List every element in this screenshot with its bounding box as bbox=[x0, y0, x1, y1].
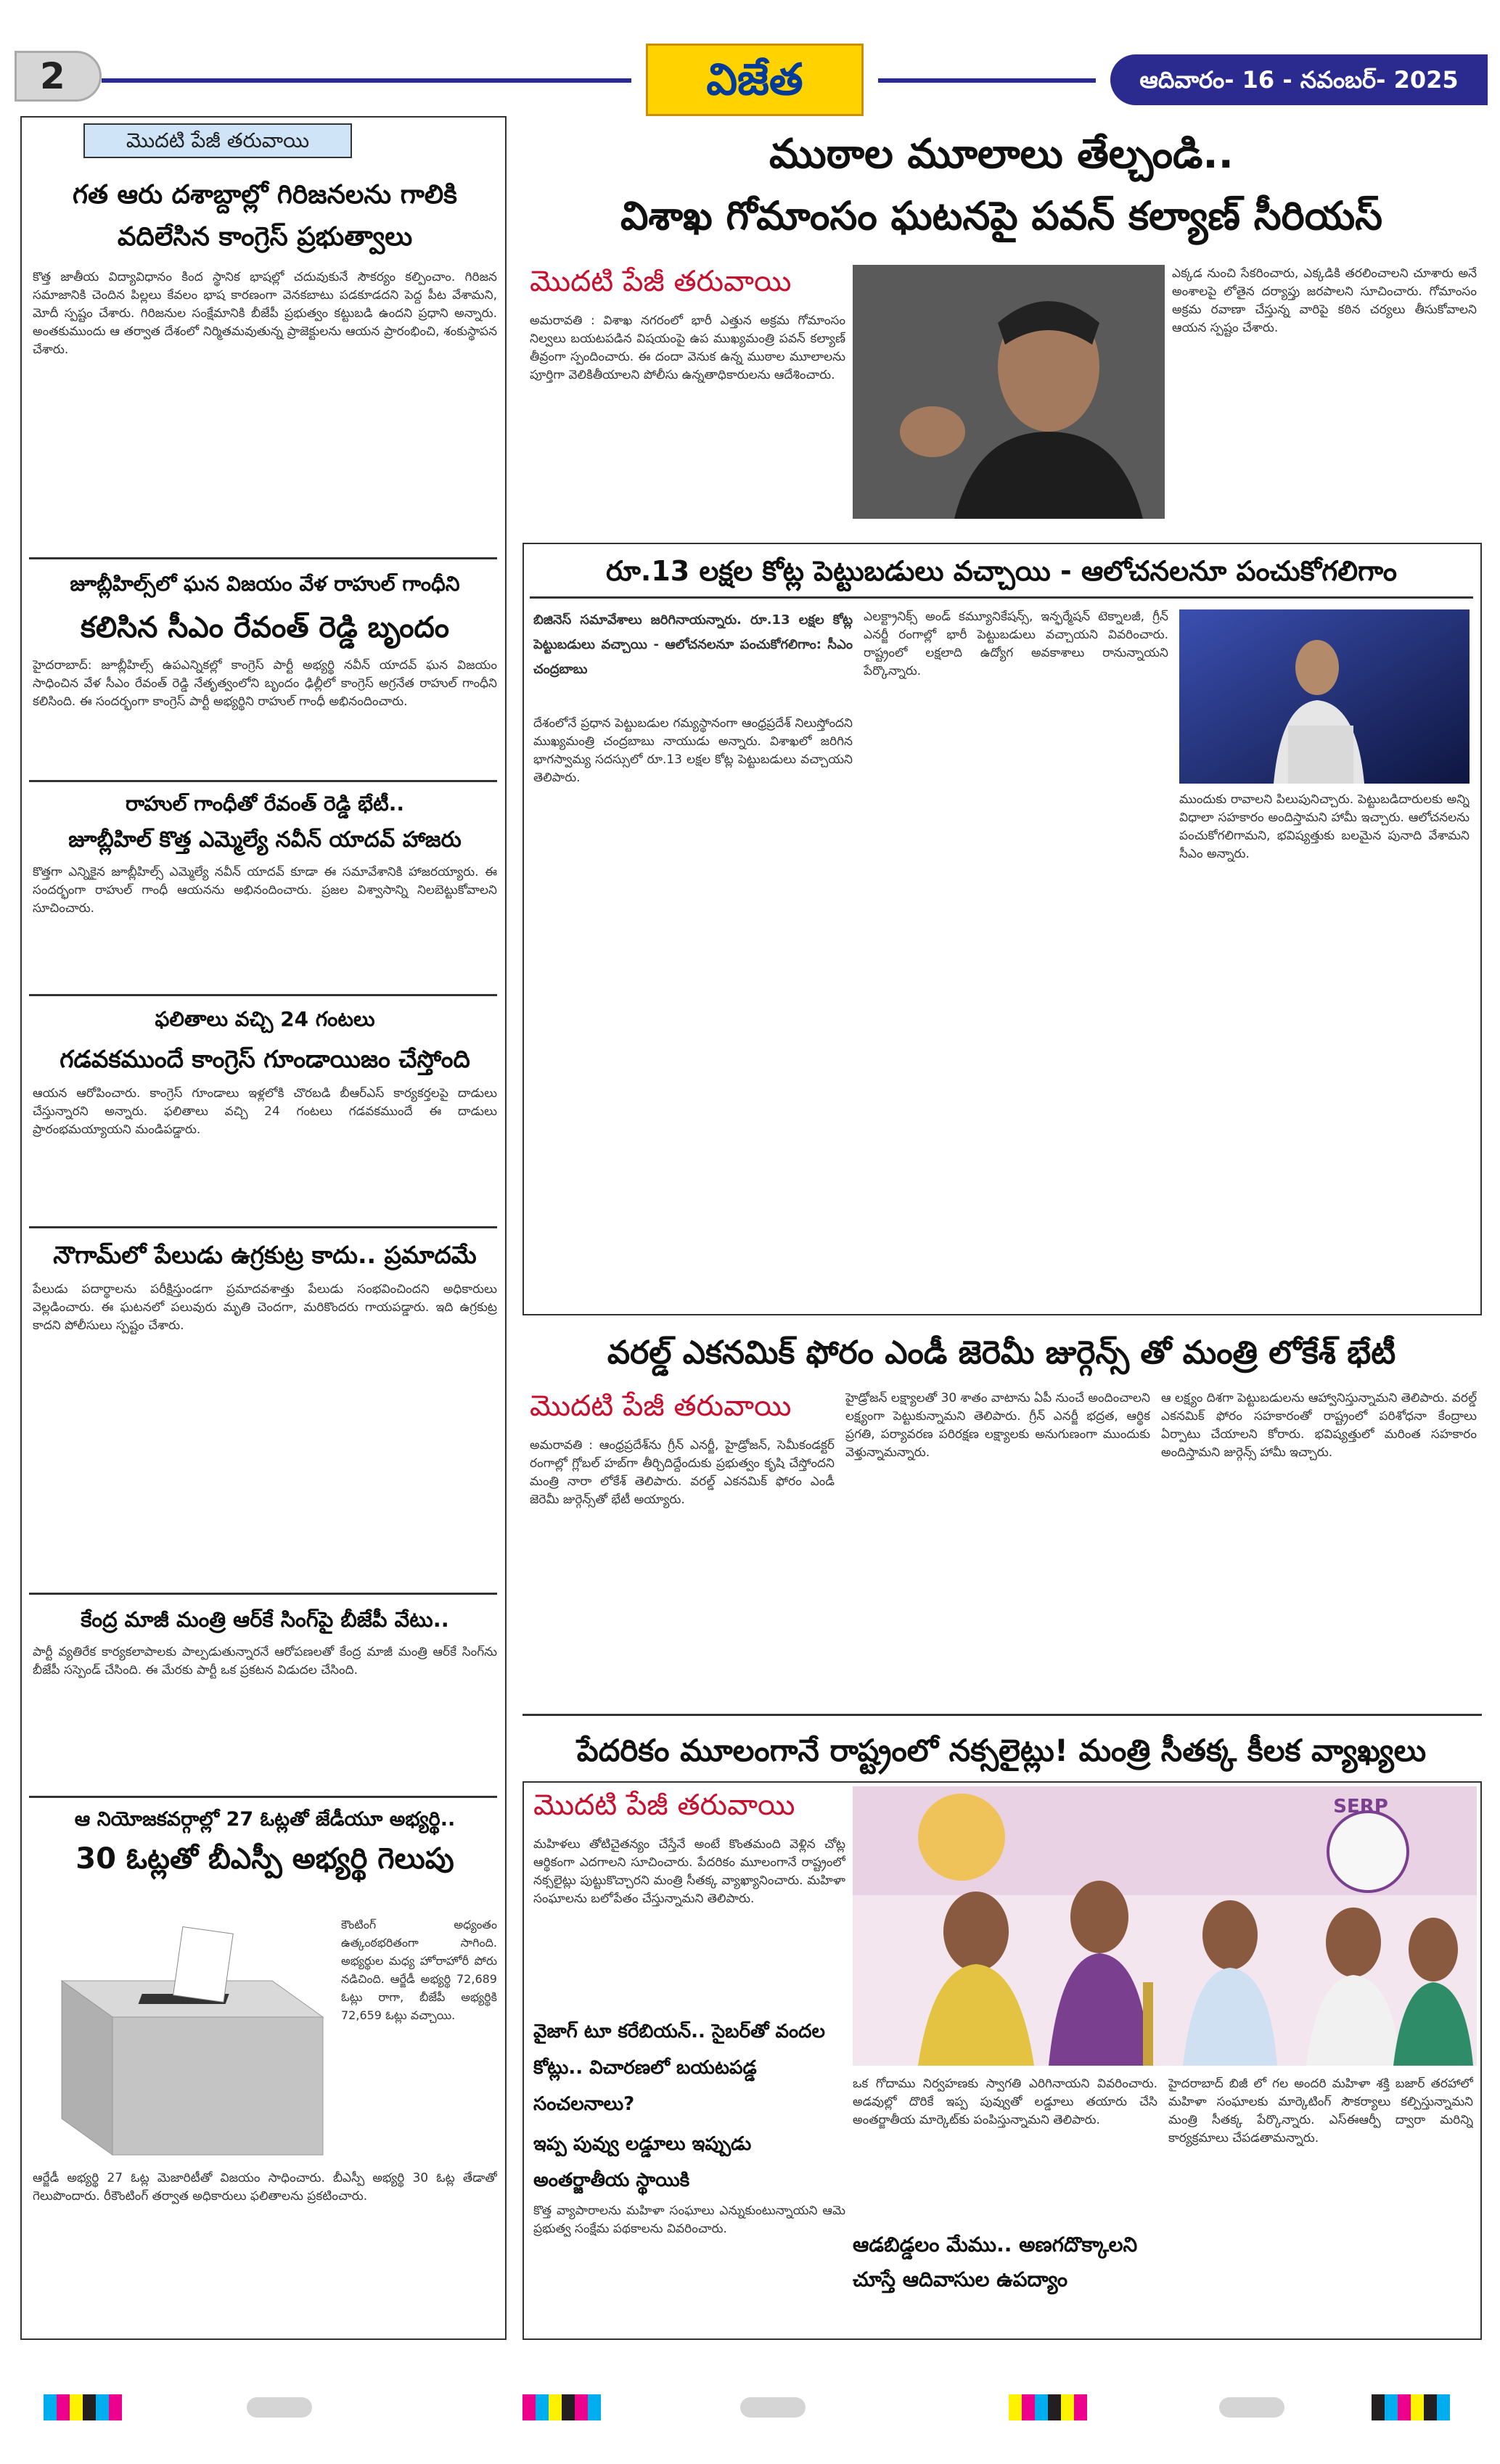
forum-column-3: ఆ లక్ష్యం దిశగా పెట్టుబడులను ఆహ్వానిస్తున్నామని తెలిపారు. వరల్డ్ ఎకనమిక్ ఫోరం సహకారంతో రాష్ట్రంలో పరిశోధనా కేంద్రాలు ఏర్పాటు చేయాలని కోరారు. భవిష్యత్తులో మరింత సహకారం అందిస్తామని జుర్గెన్స్ హామీ ఇచ్చారు. bbox=[1161, 1391, 1477, 1460]
forum-continued-tag: మొదటి పేజీ తరువాయి bbox=[530, 1389, 792, 1423]
chandrababu-photo bbox=[1179, 609, 1470, 784]
registration-oval bbox=[740, 2397, 806, 2418]
story2-kicker: జూబ్లీహిల్స్‌లో ఘన విజయం వేళ రాహుల్ గాంధీని bbox=[70, 572, 460, 596]
divider bbox=[29, 1226, 497, 1228]
registration-swatches-3 bbox=[1009, 2394, 1110, 2420]
divider bbox=[522, 1714, 1482, 1716]
story4-kicker: ఫలితాలు వచ్చి 24 గంటలు bbox=[155, 1007, 375, 1031]
story3-kicker: రాహుల్ గాంధీతో రేవంత్ రెడ్డి భేటీ.. bbox=[125, 792, 404, 816]
story7-side-text: కౌంటింగ్ అధ్యంతం ఉత్కంఠభరితంగా సాగింది. అభ్యర్థుల మధ్య హోరాహోరీ పోరు నడిచింది. ఆర్జేడీ అభ్యర్థి 72,689 ఓట్లు రాగా, బీజేపీ అభ్యర్థికి 72,659 ఓట్లు వచ్చాయి. bbox=[341, 1918, 497, 2022]
lead-headline-line1: ముఠాల మూలాలు తేల్చండి.. bbox=[769, 131, 1234, 178]
divider bbox=[29, 557, 497, 559]
header-rule-left bbox=[102, 78, 631, 83]
lead-column-2: ఎక్కడ నుంచి సేకరించారు, ఎక్కడికి తరలించాలని చూశారు అనే అంశాలపై లోతైన దర్యాప్తు జరపాలని సూచించారు. గోమాంసం అక్రమ రవాణా చేస్తున్న వారిపై కఠిన చర్యలు తీసుకోవాలని ఆయన స్పష్టం చేశారు. bbox=[1172, 266, 1477, 335]
seethakka-column-3: హైదరాబాద్ బిజీ లో గల అందరి మహిళా శక్తి బజార్ తరహాలో మహిళా సంఘాలకు మార్కెటింగ్ సౌకర్యాలు కల్పిస్తున్నామని మంత్రి సీతక్క పేర్కొన్నారు. ఎస్ఈఆర్పీ ద్వారా మరిన్ని కార్యక్రమాలు చేపడతామన్నారు. bbox=[1168, 2077, 1473, 2145]
story7-title: 30 ఓట్లతో బీఎస్పీ అభ్యర్థి గెలుపు bbox=[75, 1842, 454, 1876]
serp-banner-text: SERP bbox=[1333, 1796, 1388, 1818]
forum-column-1: అమరావతి : ఆంధ్రప్రదేశ్‌ను గ్రీన్ ఎనర్జీ, హైడ్రోజన్, సెమీకండక్టర్ రంగాల్లో గ్లోబల్ హబ్‌గా తీర్చిదిద్దేందుకు ప్రభుత్వం కృషి చేస్తోందని మంత్రి నారా లోకేశ్ తెలిపారు. వరల్డ్ ఎకనమిక్ ఫోరం ఎండీ జెరెమీ జుర్గెన్స్‌తో భేటీ అయ్యారు. bbox=[530, 1438, 835, 1507]
registration-swatches-1 bbox=[44, 2394, 145, 2420]
date-line: ఆదివారం- 16 - నవంబర్- 2025 bbox=[1110, 54, 1488, 105]
continued-tag: మొదటి పేజీ తరువాయి bbox=[83, 123, 352, 158]
story3-title: జూబ్లీహిల్ కొత్త ఎమ్మెల్యే నవీన్ యాదవ్ హాజరు bbox=[68, 827, 462, 853]
seethakka-column-1b: కొత్త వ్యాపారాలను మహిళా సంఘాలు ఎన్నుకుంటున్నాయని ఆమె ప్రభుత్వ సంక్షేమ పథకాలను వివరించారు. bbox=[533, 2204, 845, 2236]
divider bbox=[29, 1796, 497, 1798]
invest-column-3: ముందుకు రావాలని పిలుపునిచ్చారు. పెట్టుబడిదారులకు అన్ని విధాలా సహకారం అందిస్తామని హామీ ఇచ్చారు. ఆలోచనలను పంచుకోగలిగామని, భవిష్యత్తుకు బలమైన పునాది వేశామని సీఎం అన్నారు. bbox=[1179, 792, 1470, 861]
story3-body: కొత్తగా ఎన్నికైన జూబ్లీహిల్స్ ఎమ్మెల్యే నవీన్ యాదవ్ కూడా ఈ సమావేశానికి హాజరయ్యారు. ఈ సందర్భంగా రాహుల్ గాంధీ ఆయనను అభినందించారు. ప్రజల విశ్వాసాన్ని నిలబెట్టుకోవాలని సూచించారు. bbox=[33, 865, 497, 916]
header-rule-right bbox=[878, 78, 1096, 83]
invest-column-1: దేశంలోనే ప్రధాన పెట్టుబడుల గమ్యస్థానంగా ఆంధ్రప్రదేశ్ నిలుస్తోందని ముఖ్యమంత్రి చంద్రబాబు నాయుడు అన్నారు. విశాఖలో జరిగిన భాగస్వామ్య సదస్సులో రూ.13 లక్షల కోట్ల పెట్టుబడులు వచ్చాయని తెలిపారు. bbox=[533, 716, 853, 785]
lead-headline-line2: విశాఖ గోమాంసం ఘటనపై పవన్ కల్యాణ్ సీరియస్ bbox=[620, 193, 1383, 239]
seethakka-column-1: మహిళలు తోటిచైతన్యం చేస్తేనే అంటే కొంతమంది వెళ్లిన చోట్ల ఆర్థికంగా ఎదగాలని సూచించారు. పేదరికం మూలంగానే రాష్ట్రంలో నక్సలైట్లు పుట్టుకొచ్చారని మంత్రి సీతక్క వ్యాఖ్యానించారు. మహిళా సంఘాలను బలోపేతం చేస్తున్నామని తెలిపారు. bbox=[533, 1837, 845, 1906]
ballot-box-illustration bbox=[33, 1915, 337, 2162]
divider bbox=[530, 596, 1473, 599]
story2-body: హైదరాబాద్: జూబ్లీహిల్స్ ఉపఎన్నికల్లో కాంగ్రెస్ పార్టీ అభ్యర్థి నవీన్ యాదవ్ ఘన విజయం సాధించిన వేళ సీఎం రేవంత్ రెడ్డి నేతృత్వంలోని బృందం ఢిల్లీలో కాంగ్రెస్ అగ్రనేత రాహుల్ గాంధీని కలిసింది. ఈ సందర్భంగా కాంగ్రెస్ పార్టీ అభ్యర్థిని రాహుల్ గాంధీ అభినందించారు. bbox=[33, 658, 497, 709]
story6-title: కేంద్ర మాజీ మంత్రి ఆర్‌కే సింగ్‌పై బీజేపీ వేటు.. bbox=[81, 1607, 449, 1632]
seethakka-subheading-1: వైజాగ్ టూ కరేబియన్.. సైబర్‌తో వందల కోట్లు.. విచారణలో బయటపడ్డ సంచలనాలు? bbox=[533, 2021, 825, 2115]
registration-swatches-4 bbox=[1372, 2394, 1473, 2420]
registration-oval bbox=[1219, 2397, 1284, 2418]
lead-continued-tag: మొదటి పేజీ తరువాయి bbox=[530, 265, 792, 298]
divider bbox=[29, 1593, 497, 1595]
invest-headline: రూ.13 లక్షల కోట్ల పెట్టుబడులు వచ్చాయి - ఆలోచనలనూ పంచుకోగలిగాం bbox=[606, 555, 1397, 587]
seethakka-continued-tag: మొదటి పేజీ తరువాయి bbox=[533, 1789, 795, 1822]
forum-column-2: హైడ్రోజన్ లక్ష్యాలతో 30 శాతం వాటాను ఏపీ నుంచే అందించాలని లక్ష్యంగా పెట్టుకున్నామని తెలిపారు. గ్రీన్ ఎనర్జీ భద్రత, ఆర్థిక ప్రగతి, పర్యావరణ పరిరక్షణ లక్ష్యాలకు అనుగుణంగా ముందుకు వెళ్తున్నామన్నారు. bbox=[845, 1391, 1150, 1460]
registration-oval bbox=[247, 2397, 312, 2418]
story5-title: నౌగామ్‌లో పేలుడు ఉగ్రకుట్ర కాదు.. ప్రమాదమే bbox=[53, 1241, 477, 1269]
seethakka-event-photo bbox=[853, 1786, 1477, 2066]
registration-swatches-2 bbox=[522, 2394, 624, 2420]
pawan-kalyan-photo bbox=[853, 265, 1165, 519]
story1-title: గత ఆరు దశాబ్దాల్లో గిరిజనలను గాలికి వదిలేసిన కాంగ్రెస్ ప్రభుత్వాలు bbox=[73, 180, 457, 252]
story6-body: పార్టీ వ్యతిరేక కార్యకలాపాలకు పాల్పడుతున్నారనే ఆరోపణలతో కేంద్ర మాజీ మంత్రి ఆర్‌కే సింగ్‌ను బీజేపీ సస్పెండ్ చేసింది. ఈ మేరకు పార్టీ ఒక ప్రకటన విడుదల చేసింది. bbox=[33, 1645, 497, 1677]
story7-kicker: ఆ నియోజకవర్గాల్లో 27 ఓట్లతో జేడీయూ అభ్యర్థి.. bbox=[74, 1808, 456, 1831]
page-number: 2 bbox=[15, 51, 102, 102]
divider bbox=[29, 780, 497, 782]
story4-title: గడవకముందే కాంగ్రెస్ గూండాయిజం చేస్తోంది bbox=[60, 1045, 470, 1073]
story5-body: పేలుడు పదార్థాలను పరీక్షిస్తుండగా ప్రమాదవశాత్తు పేలుడు సంభవించిందని అధికారులు వెల్లడించారు. ఈ ఘటనలో పలువురు మృతి చెందగా, మరికొందరు గాయపడ్డారు. ఇది ఉగ్రకుట్ర కాదని పోలీసులు స్పష్టం చేశారు. bbox=[33, 1282, 497, 1333]
divider bbox=[29, 994, 497, 996]
invest-subheading: బిజినెస్ సమావేశాలు జరిగినాయన్నారు. రూ.13 లక్షల కోట్ల పెట్టుబడులు వచ్చాయి - ఆలోచనలనూ పంచుకోగలిగాం: సీఎం చంద్రబాబు bbox=[533, 612, 853, 677]
story2-title: కలిసిన సీఎం రేవంత్ రెడ్డి బృందం bbox=[80, 611, 450, 644]
forum-headline: వరల్డ్ ఎకనమిక్ ఫోరం ఎండీ జెరెమీ జుర్గెన్స్ తో మంత్రి లోకేశ్ భేటీ bbox=[607, 1334, 1396, 1371]
lead-column-1: అమరావతి : విశాఖ నగరంలో భారీ ఎత్తున అక్రమ గోమాంసం నిల్వలు బయటపడిన విషయంపై ఉప ముఖ్యమంత్రి పవన్ కల్యాణ్ తీవ్రంగా స్పందించారు. ఈ దందా వెనుక ఉన్న ముఠాల మూలాలను పూర్తిగా వెలికితీయాలని పోలీసు ఉన్నతాధికారులను ఆదేశించారు. bbox=[530, 313, 845, 382]
story7-body: ఆర్జేడీ అభ్యర్థి 27 ఓట్ల మెజారిటీతో విజయం సాధించారు. బీఎస్పీ అభ్యర్థి 30 ఓట్ల తేడాతో గెలుపొందారు. రీకౌంటింగ్ తర్వాత అధికారులు ఫలితాలను ప్రకటించారు. bbox=[33, 2171, 497, 2204]
story1-body: కొత్త జాతీయ విద్యావిధానం కింద స్థానిక భాషల్లో చదువుకునే సౌకర్యం కల్పించాం. గిరిజన సమాజానికి చెందిన పిల్లలు కేవలం భాష కారణంగా వెనకబాటు పడకూడదని పెద్ద పీట వేశామని, మోదీ స్పష్టం చేశారు. గిరిజనుల సంక్షేమానికి బీజేపీ ప్రభుత్వం కట్టుబడి ఉందని ప్రధాని అన్నారు. అంతకుముందు ఆ తర్వాత దేశంలో నిర్మితమవుతున్న ప్రాజెక్టులను ఆయన ప్రారంభించి, శంకుస్థాపన చేశారు. bbox=[33, 270, 497, 357]
invest-column-2: ఎలక్ట్రానిక్స్ అండ్ కమ్యూనికేషన్స్, ఇన్ఫర్మేషన్ టెక్నాలజీ, గ్రీన్ ఎనర్జీ రంగాల్లో భారీ పెట్టుబడులు వచ్చాయని వివరించారు. రాష్ట్రంలో లక్షలాది ఉద్యోగ అవకాశాలు రానున్నాయని పేర్కొన్నారు. bbox=[864, 609, 1168, 678]
seethakka-subheading-2: ఇప్ప పువ్వు లడ్డూలు ఇప్పుడు అంతర్జాతీయ స్థాయికి bbox=[533, 2133, 752, 2191]
story4-body: ఆయన ఆరోపించారు. కాంగ్రెస్ గూండాలు ఇళ్లలోకి చొరబడి బీఆర్ఎస్ కార్యకర్తలపై దాడులు చేస్తున్నారని అన్నారు. ఫలితాలు వచ్చి 24 గంటలు గడవకముందే ఈ దాడులు ప్రారంభమయ్యాయని మండిపడ్డారు. bbox=[33, 1086, 497, 1137]
masthead-logo: విజేత bbox=[646, 44, 864, 116]
seethakka-headline: పేదరికం మూలంగానే రాష్ట్రంలో నక్సలైట్లు! మంత్రి సీతక్క కీలక వ్యాఖ్యలు bbox=[576, 1733, 1427, 1768]
seethakka-subheading-3: ఆడబిడ్డలం మేము.. అణగదొక్కాలని చూస్తే ఆదివాసుల ఉపద్యాం bbox=[853, 2233, 1138, 2291]
seethakka-column-2: ఒక గోదాము నిర్వహణకు స్వాగతి ఎరిగినాయని వివరించారు. అడవుల్లో దొరికే ఇప్ప పువ్వుతో లడ్డూలు తయారు చేసి అంతర్జాతీయ మార్కెట్‌కు పంపిస్తున్నామని తెలిపారు. bbox=[853, 2077, 1157, 2127]
